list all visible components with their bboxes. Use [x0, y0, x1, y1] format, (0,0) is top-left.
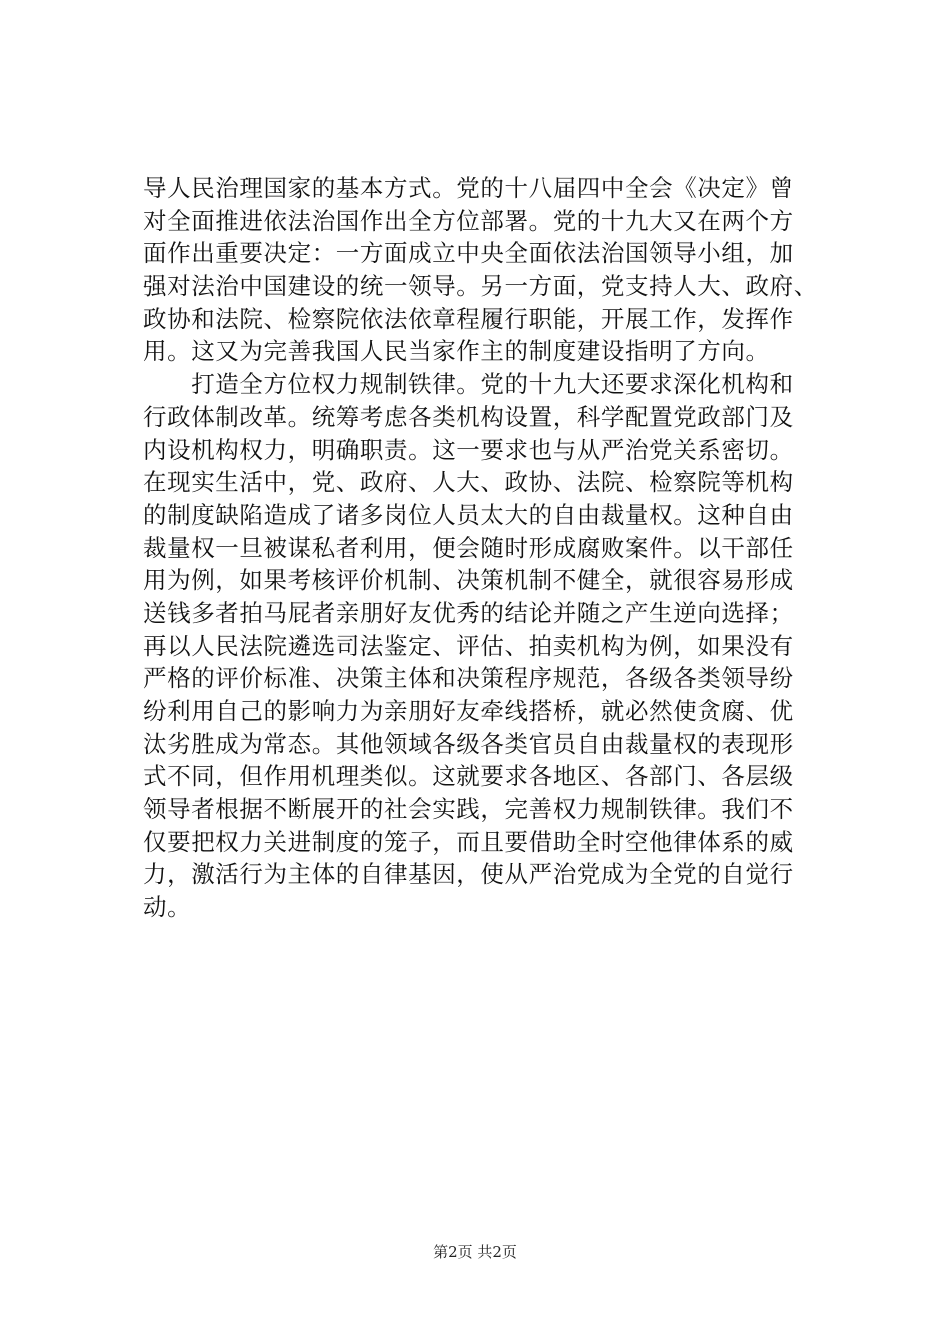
text-line: 导人民治理国家的基本方式。党的十八届四中全会《决定》曾 — [143, 174, 794, 202]
text-line: 政协和法院、检察院依法依章程履行职能，开展工作，发挥作 — [143, 304, 794, 333]
text-line: 汰劣胜成为常态。其他领域各级各类官员自由裁量权的表现形 — [143, 729, 794, 758]
body-text — [143, 172, 833, 924]
text-line: 打造全方位权力规制铁律。党的十九大还要求深化机构和 — [143, 370, 794, 399]
text-line: 纷利用自己的影响力为亲朋好友牵线搭桥，就必然使贪腐、优 — [143, 697, 794, 725]
text-line: 仅要把权力关进制度的笼子，而且要借助全时空他律体系的威 — [143, 827, 794, 856]
text-line: 送钱多者拍马屁者亲朋好友优秀的结论并随之产生逆向选择； — [143, 598, 794, 627]
text-line: 领导者根据不断展开的社会实践，完善权力规制铁律。我们不 — [143, 795, 794, 824]
text-line: 对全面推进依法治国作出全方位部署。党的十九大又在两个方 — [143, 206, 794, 235]
page-number: 第2页 共2页 — [433, 1243, 517, 1261]
text-line: 的制度缺陷造成了诸多岗位人员太大的自由裁量权。这种自由 — [143, 500, 794, 529]
text-line: 面作出重要决定：一方面成立中央全面依法治国领导小组，加 — [143, 239, 794, 268]
text-line: 用。这又为完善我国人民当家作主的制度建设指明了方向。 — [143, 337, 770, 366]
text-line: 动。 — [143, 893, 192, 922]
text-line: 力，激活行为主体的自律基因，使从严治党成为全党的自觉行 — [143, 860, 794, 889]
text-line: 在现实生活中，党、政府、人大、政协、法院、检察院等机构 — [143, 468, 794, 497]
text-line: 裁量权一旦被谋私者利用，便会随时形成腐败案件。以干部任 — [143, 533, 794, 562]
text-line: 强对法治中国建设的统一领导。另一方面，党支持人大、政府、 — [143, 272, 818, 301]
text-line: 用为例，如果考核评价机制、决策机制不健全，就很容易形成 — [143, 566, 794, 595]
text-line: 式不同，但作用机理类似。这就要求各地区、各部门、各层级 — [143, 762, 794, 791]
text-line: 再以人民法院遴选司法鉴定、评估、拍卖机构为例，如果没有 — [143, 631, 794, 660]
text-line: 内设机构权力，明确职责。这一要求也与从严治党关系密切。 — [143, 435, 794, 464]
text-line: 严格的评价标准、决策主体和决策程序规范，各级各类领导纷 — [143, 664, 794, 693]
page-footer — [0, 1242, 950, 1262]
text-line: 行政体制改革。统筹考虑各类机构设置，科学配置党政部门及 — [143, 402, 794, 431]
